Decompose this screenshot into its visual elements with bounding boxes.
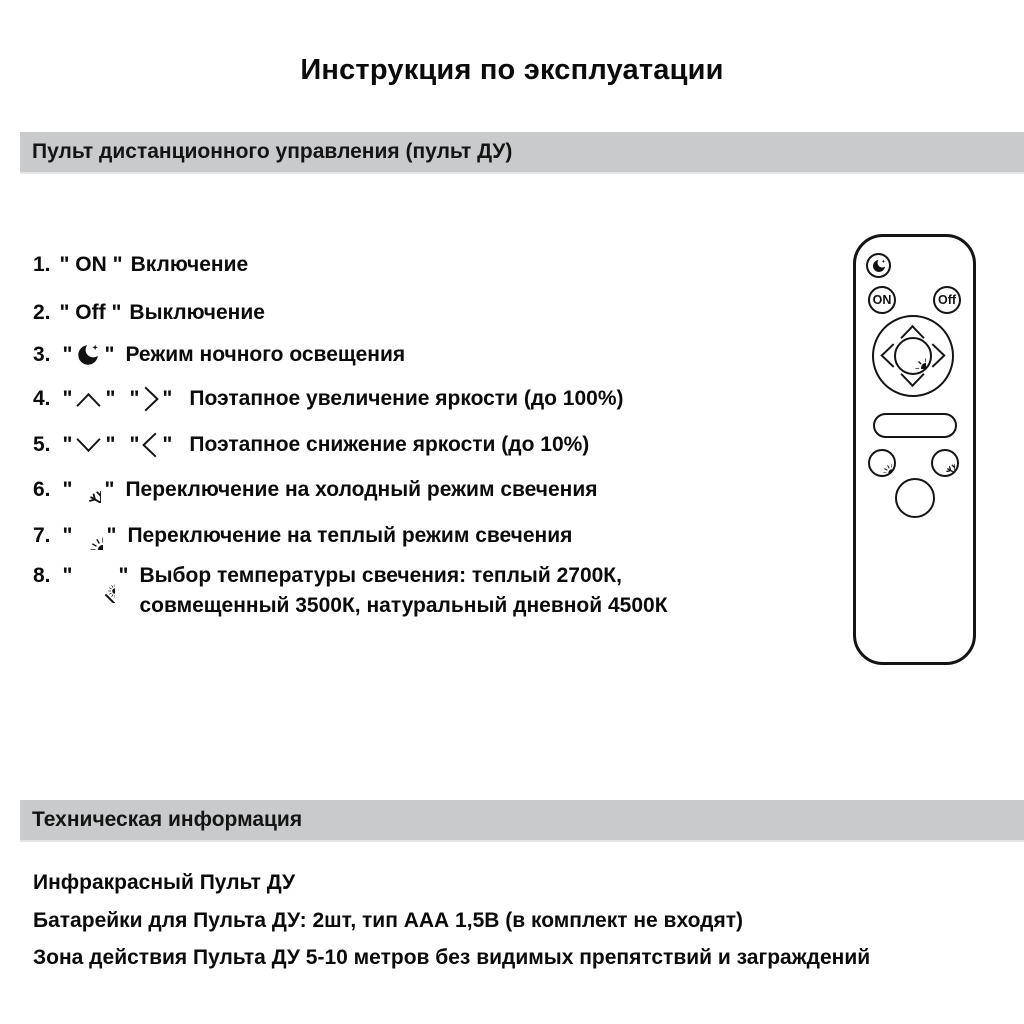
item-text: Переключение на теплый режим свечения [127,524,573,547]
remote-off-button [933,286,961,314]
remote-night-mode-button [866,253,891,278]
instruction-item-8: 8. " " Выбор температуры свечения: теплый 2700К, совмещенный 3500К, натуральный дневной 4500К [33,561,668,621]
section-header-tech [20,800,1024,840]
instruction-item-7: 7. " " Переключение на теплый режим свечения [33,522,572,550]
item-number: 3. [33,343,51,366]
section-header-tech-label: Техническая информация [32,808,303,831]
item-number: 6. [33,478,51,501]
item-number: 1. [33,253,51,276]
tech-line-ir-remote: Инфракрасный Пульт ДУ [33,871,296,894]
item-number: 2. [33,301,51,324]
light-bulb-icon [901,344,926,369]
remote-on-button [868,286,896,314]
item-text: Выключение [129,301,265,324]
chevron-down-icon [75,437,102,454]
remote-control-illustration [853,234,976,665]
item-text: Режим ночного освещения [125,343,406,366]
remote-warm-light-button [868,449,896,477]
section-header-remote [20,132,1024,172]
instruction-item-1 [33,252,248,278]
key-label-off: " Off " [59,301,122,324]
remote-dpad [872,315,954,397]
temperature-select-icon [75,563,115,603]
item-number: 5. [33,433,51,456]
item-text: Поэтапное увеличение яркости (до 100%) [189,387,624,410]
sun-icon [872,453,892,473]
tech-line-range: Зона действия Пульта ДУ 5-10 метров без видимых препятствий и заграждений [33,946,871,969]
tech-line-batteries: Батарейки для Пульта ДУ: 2шт, тип ААА 1,5В (в комплект не входят) [33,909,744,932]
crescent-moon-icon [75,342,101,368]
sun-icon [75,522,103,550]
remote-pill-button [873,413,957,438]
key-label-on: " ON " [59,253,123,276]
item-text: Выбор температуры свечения: теплый 2700К, совмещенный 3500К, натуральный дневной 4500К [139,564,668,617]
remote-plain-button [895,478,935,518]
snowflake-icon [75,477,101,503]
crescent-moon-icon [871,258,887,274]
remote-cold-light-button [931,449,959,477]
item-text: Переключение на холодный режим свечения [125,478,598,501]
section-header-remote-label: Пульт дистанционного управления (пульт ДУ) [32,140,513,163]
snowflake-icon [936,454,955,473]
remote-off-label: Off [937,293,957,307]
chevron-left-icon [142,431,159,459]
instruction-item-2 [33,300,265,326]
item-number: 8. [33,564,51,587]
remote-on-label: ON [872,293,892,307]
instruction-item-4: 4. " " " " Поэтапное увеличение яркости (до 100%) [33,385,624,413]
chevron-right-icon [142,385,159,413]
remote-light-button [894,337,932,375]
chevron-up-icon [75,391,102,408]
item-text: Включение [130,253,249,276]
instruction-item-5: 5. " " " " Поэтапное снижение яркости (до 10%) [33,431,589,459]
page-title: Инструкция по эксплуатации [300,54,724,86]
instruction-item-3: 3. " " Режим ночного освещения [33,343,406,366]
item-text: Поэтапное снижение яркости (до 10%) [189,433,590,456]
item-number: 7. [33,524,51,547]
instruction-item-6: 6. " " Переключение на холодный режим свечения [33,477,598,503]
item-number: 4. [33,387,51,410]
